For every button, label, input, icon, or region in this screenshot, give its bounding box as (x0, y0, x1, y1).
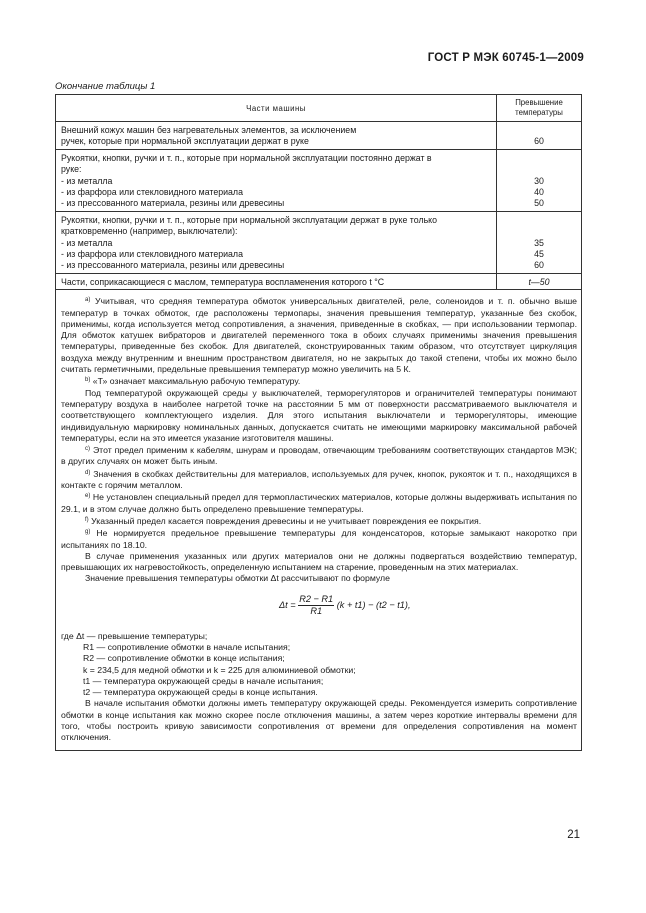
table-container (55, 94, 582, 751)
note-text: Не установлен специальный предел для термопластических материалов, которые должны выдерживать испытания по 29.1, и в этом случае должно быть определено превышение температуры. (61, 492, 577, 514)
row-description (56, 273, 497, 289)
table-row (56, 273, 582, 289)
table-row (56, 149, 582, 211)
note-final: В начале испытания обмотки должны иметь температуру окружающей среды. Рекомендуется измерить сопротивление обмотки в конце испытания как можно скорее после отключения машины, а затем через короткие интервалы времени для того, чтобы построить кривую зависимости сопротивления от времени для определения сопротивления на момент отключения. (61, 698, 577, 743)
row-value: 30 (534, 175, 544, 186)
row-value: 60 (534, 136, 544, 147)
formula-fraction (298, 594, 334, 618)
row-line: Рукоятки, кнопки, ручки и т. п., которые при нормальной эксплуатации постоянно держат в (61, 152, 432, 163)
row-value: 50 (534, 198, 544, 209)
temperature-table (55, 94, 582, 290)
formula-lhs: Δt = (279, 599, 296, 610)
row-value: t—50 (528, 276, 550, 287)
legend-item: t2 — температура окружающей среды в конце испытания. (83, 687, 318, 698)
note-marker: е) (85, 493, 91, 500)
formula-denominator: R1 (310, 606, 323, 616)
row-line: Рукоятки, кнопки, ручки и т. п., которые при нормальной эксплуатации держат в руке только (61, 214, 437, 225)
row-line: Внешний кожух машин без нагревательных элементов, за исключением (61, 125, 357, 135)
note-d (61, 468, 577, 492)
note-c (61, 444, 577, 468)
note-marker: b) (85, 377, 91, 384)
table-row (56, 122, 582, 150)
row-line: - из фарфора или стекловидного материала (61, 249, 243, 260)
row-value: 60 (534, 260, 544, 271)
table-header-row (56, 95, 582, 122)
note-marker: g) (85, 529, 91, 536)
table-row (56, 211, 582, 273)
row-line: руке: (61, 164, 82, 175)
note-marker: d) (85, 469, 91, 476)
note-text: «Т» означает максимальную рабочую температуру. (92, 376, 301, 387)
legend-item: где Δt — превышение температуры; (61, 630, 208, 641)
note-marker: с) (85, 446, 90, 453)
legend-item: R2 — сопротивление обмотки в конце испытания; (83, 653, 285, 664)
formula-numerator: R2 − R1 (298, 594, 334, 606)
row-description (56, 149, 497, 211)
row-line: Части, соприкасающиеся с маслом, температура воспламенения которого t °C (61, 276, 385, 287)
note-marker: а) (85, 297, 91, 304)
table-caption: Окончание таблицы 1 (55, 81, 156, 92)
note-b (61, 375, 577, 387)
row-values (497, 122, 582, 150)
row-line: - из металла (61, 175, 113, 186)
note-e (61, 491, 577, 515)
row-value: 45 (534, 249, 544, 260)
row-value: 40 (534, 187, 544, 198)
note-b-continued: Под температурой окружающей среды у выключателей, терморегуляторов и ограничителей температуры понимают температуру воздуха в наиболее нагретой точке на расстоянии 5 мм от поверхности рассматриваемого выключателя и соответствующего комплектующего изделия. Для этого испытания выключатели и терморегуляторы, имеющие индивидуальную маркировку номинальных данных, допускается считать не имеющими маркировку максимальной рабочей температуры, если на это имеется указание изготовителя машины. (61, 387, 577, 443)
row-line: - из металла (61, 237, 113, 248)
formula-rhs: (k + t1) − (t2 − t1), (336, 599, 411, 610)
note-text: Указанный предел касается повреждения древесины и не учитывает повреждения ее покрытия. (91, 515, 482, 526)
note-text: Учитывая, что средняя температура обмоток универсальных двигателей, реле, соленоидов и т. п. обычно выше температур в точках обмоток, где расположены термопары, значения превышения температур, указанные без скобок, применимы, когда используется метод сопротивления, а значения, приведенные в скобках, — при использовании термопар. Для обмоток катушек вибраторов и двигателей переменного тока в обоих случаях применимы значения превышения температуры, приведенные без скобок. Для двигателей, сконструированных таким образом, что отсутствует циркуляция воздуха между внутренним и внешним пространством двигателя, но не закрытых до такой степени, чтобы их можно было считать герметичными, предельные превышения температур можно увеличить на 5 К. (61, 296, 577, 375)
table-notes (55, 290, 582, 750)
column-header-rise: Превышение температуры (497, 95, 582, 122)
row-line: - из прессованного материала, резины или древесины (61, 260, 285, 271)
note-text: Значения в скобках действительны для материалов, используемых для ручек, кнопок, рукояток и т. п., находящихся в контакте с горячим металлом. (61, 468, 577, 491)
row-values (497, 273, 582, 289)
note-f (61, 515, 577, 527)
note-g (61, 527, 577, 551)
legend-item: t1 — температура окружающей среды в начале испытания; (83, 675, 324, 686)
row-description (56, 122, 497, 150)
formula-legend (61, 631, 577, 699)
formula-expression (279, 594, 411, 618)
note-a (61, 295, 577, 375)
legend-item: R1 — сопротивление обмотки в начале испытания; (83, 642, 291, 652)
row-value: 35 (534, 237, 544, 248)
row-line: кратковременно (например, выключатели): (61, 226, 238, 237)
legend-item: k = 234,5 для медной обмотки и k = 225 для алюминиевой обмотки; (83, 664, 356, 675)
row-values (497, 211, 582, 273)
note-text: Не нормируется предельное превышение температуры для конденсаторов, которые замыкают накоротко при испытаниях по 18.10. (61, 528, 577, 550)
column-header-part: Части машины (56, 95, 497, 122)
row-line: - из фарфора или стекловидного материала (61, 187, 243, 198)
row-description (56, 211, 497, 273)
note-marker: f) (85, 516, 89, 523)
row-line: ручек, которые при нормальной эксплуатации держат в руке (61, 136, 309, 147)
row-values (497, 149, 582, 211)
formula-intro: Значение превышения температуры обмотки Δt рассчитывают по формуле (85, 573, 390, 584)
page-number: 21 (567, 829, 580, 841)
document-header: ГОСТ Р МЭК 60745-1—2009 (427, 52, 584, 64)
note-text: Этот предел применим к кабелям, шнурам и проводам, отвечающим требованиям соответствующих стандартов МЭК; в других случаях он может быть иным. (61, 445, 577, 467)
formula (61, 594, 577, 624)
note-h: В случае применения указанных или других материалов они не должны подвергаться воздействию температур, превышающих их нагревостойкость, определенную испытанием на старение, проведенным на этих материалах. (61, 550, 577, 573)
row-line: - из прессованного материала, резины или древесины (61, 198, 285, 209)
